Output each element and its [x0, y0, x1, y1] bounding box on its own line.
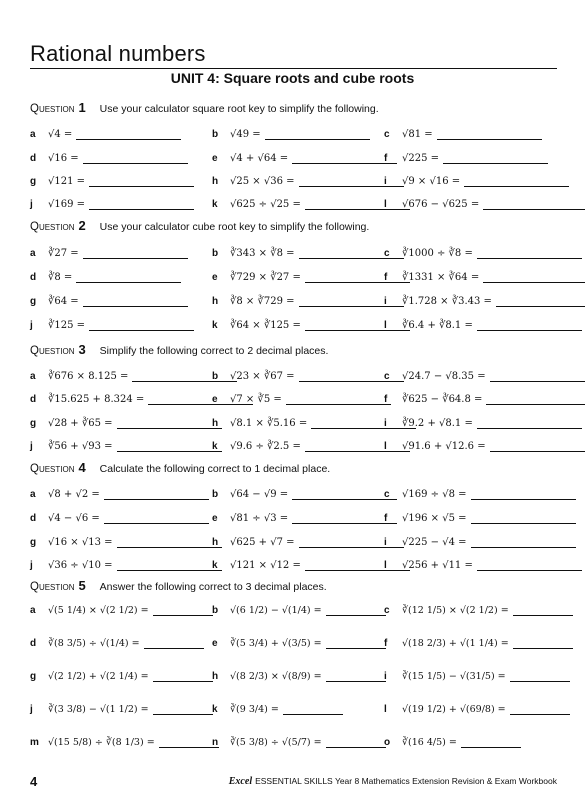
item-letter: e: [212, 152, 218, 164]
item-expression: √4 − √6 =: [48, 512, 100, 524]
item-expression: ∛343 × ∛8 =: [230, 247, 295, 259]
item-expression: ∛64 × ∛125 =: [230, 319, 301, 331]
question-2-item-k: [212, 317, 410, 333]
question-instruction: Simplify the following correct to 2 decimal places.: [99, 345, 329, 357]
answer-blank[interactable]: [83, 247, 188, 259]
answer-blank[interactable]: [83, 152, 188, 164]
question-4-item-d: [30, 510, 209, 526]
answer-blank[interactable]: [76, 128, 181, 140]
question-2-item-g: [30, 293, 188, 309]
answer-blank[interactable]: [496, 295, 585, 307]
question-number: 2: [78, 218, 86, 233]
question-2-item-h: [212, 293, 404, 309]
answer-blank[interactable]: [89, 198, 194, 210]
item-expression: √121 =: [48, 175, 86, 187]
question-2-item-i: [384, 293, 585, 309]
item-expression: √64 − √9 =: [230, 488, 289, 500]
answer-blank[interactable]: [510, 703, 570, 715]
item-expression: √9.6 ÷ ∛2.5 =: [230, 440, 301, 452]
item-letter: f: [384, 393, 388, 405]
answer-blank[interactable]: [265, 128, 370, 140]
item-letter: e: [212, 393, 218, 405]
question-5-item-g: [30, 661, 213, 691]
item-expression: ∛1331 × ∛64 =: [402, 271, 480, 283]
item-expression: ∛(9 3/4) =: [230, 703, 279, 715]
item-letter: h: [212, 670, 219, 682]
question-4-item-j: [30, 557, 222, 573]
question-label: Question: [30, 581, 75, 593]
question-2-item-a: [30, 245, 188, 261]
item-expression: √16 =: [48, 152, 79, 164]
item-letter: d: [30, 637, 37, 649]
item-expression: ∛625 − ∛64.8 =: [402, 393, 483, 405]
question-5-item-j: [30, 694, 213, 724]
question-1-item-b: [212, 126, 370, 142]
item-expression: √81 ÷ √3 =: [230, 512, 289, 524]
item-letter: i: [384, 175, 387, 187]
question-3-item-g: [30, 415, 222, 431]
item-letter: l: [384, 319, 387, 331]
answer-blank[interactable]: [326, 736, 386, 748]
question-5-item-c: [384, 595, 573, 625]
item-letter: j: [30, 440, 33, 452]
item-letter: l: [384, 559, 387, 571]
item-expression: ∛(8 3/5) ÷ √(1/4) =: [48, 637, 140, 649]
question-instruction: Calculate the following correct to 1 decimal place.: [99, 463, 331, 475]
answer-blank[interactable]: [117, 559, 222, 571]
item-expression: √8 + √2 =: [48, 488, 100, 500]
item-letter: j: [30, 319, 33, 331]
brand-logo: Excel: [228, 776, 253, 787]
chapter-rule: [30, 68, 557, 69]
item-expression: ∛125 =: [48, 319, 86, 331]
answer-blank[interactable]: [477, 319, 582, 331]
question-instruction: Use your calculator cube root key to simplify the following.: [99, 221, 370, 233]
answer-blank[interactable]: [83, 295, 188, 307]
item-letter: b: [212, 128, 219, 140]
item-letter: c: [384, 604, 390, 616]
question-1-item-f: [384, 150, 548, 166]
item-letter: b: [212, 370, 219, 382]
item-letter: b: [212, 488, 219, 500]
item-expression: ∛(15 1/5) − √(31/5) =: [402, 670, 506, 682]
question-5-heading: [30, 578, 327, 593]
question-2-item-j: [30, 317, 194, 333]
item-expression: ∛8 =: [48, 271, 73, 283]
answer-blank[interactable]: [153, 670, 213, 682]
item-expression: √(15 5/8) ÷ ∛(8 1/3) =: [48, 736, 155, 748]
answer-blank[interactable]: [471, 536, 576, 548]
item-expression: √28 + ∛65 =: [48, 417, 113, 429]
answer-blank[interactable]: [464, 175, 569, 187]
item-expression: ∛15.625 + 8.324 =: [48, 393, 145, 405]
answer-blank[interactable]: [486, 393, 585, 405]
item-letter: d: [30, 512, 37, 524]
item-expression: ∛1000 ÷ ∛8 =: [402, 247, 473, 259]
item-letter: k: [212, 319, 218, 331]
answer-blank[interactable]: [326, 670, 386, 682]
item-letter: e: [212, 637, 218, 649]
answer-blank[interactable]: [104, 512, 209, 524]
question-number: 5: [78, 578, 86, 593]
question-4-item-a: [30, 486, 209, 502]
question-2-item-d: [30, 269, 181, 285]
item-letter: f: [384, 152, 388, 164]
item-letter: a: [30, 604, 36, 616]
item-letter: j: [30, 198, 33, 210]
question-5-item-a: [30, 595, 213, 625]
question-4-item-g: [30, 534, 222, 550]
item-letter: i: [384, 536, 387, 548]
item-expression: ∛8 × ∛729 =: [230, 295, 295, 307]
item-expression: √4 =: [48, 128, 73, 140]
item-letter: j: [30, 703, 33, 715]
question-5-item-d: [30, 628, 204, 658]
answer-blank[interactable]: [292, 152, 397, 164]
answer-blank[interactable]: [117, 417, 222, 429]
item-letter: k: [212, 703, 218, 715]
question-2-item-c: [384, 245, 582, 261]
item-letter: j: [30, 559, 33, 571]
item-expression: ∛6.4 + ∛8.1 =: [402, 319, 473, 331]
item-expression: √8.1 × ∛5.16 =: [230, 417, 308, 429]
answer-blank[interactable]: [326, 604, 386, 616]
item-expression: ∛27 =: [48, 247, 79, 259]
question-3-item-i: [384, 415, 582, 431]
question-2-item-f: [384, 269, 585, 285]
item-letter: i: [384, 417, 387, 429]
item-expression: √121 × √12 =: [230, 559, 301, 571]
question-4-item-b: [212, 486, 397, 502]
item-letter: a: [30, 370, 36, 382]
item-letter: f: [384, 637, 388, 649]
item-letter: h: [212, 417, 219, 429]
item-letter: g: [30, 670, 37, 682]
question-1-item-l: [384, 196, 585, 212]
item-expression: ∛729 × ∛27 =: [230, 271, 301, 283]
question-4-item-e: [212, 510, 397, 526]
item-letter: g: [30, 295, 37, 307]
answer-blank[interactable]: [443, 152, 548, 164]
question-label: Question: [30, 221, 75, 233]
answer-blank[interactable]: [76, 271, 181, 283]
item-letter: f: [384, 512, 388, 524]
item-expression: √25 × √36 =: [230, 175, 295, 187]
answer-blank[interactable]: [89, 175, 194, 187]
item-letter: a: [30, 247, 36, 259]
question-instruction: Answer the following correct to 3 decimal places.: [99, 581, 327, 593]
item-letter: k: [212, 198, 218, 210]
item-expression: ∛56 + √93 =: [48, 440, 113, 452]
question-5-item-h: [212, 661, 386, 691]
question-5-item-e: [212, 628, 386, 658]
answer-blank[interactable]: [483, 271, 585, 283]
unit-title: UNIT 4: Square roots and cube roots: [170, 70, 415, 86]
item-expression: √23 × ∛67 =: [230, 370, 295, 382]
item-expression: √16 × √13 =: [48, 536, 113, 548]
question-1-item-a: [30, 126, 181, 142]
question-1-item-k: [212, 196, 410, 212]
question-instruction: Use your calculator square root key to simplify the following.: [99, 103, 379, 115]
answer-blank[interactable]: [477, 247, 582, 259]
answer-blank[interactable]: [490, 440, 585, 452]
question-3-item-e: [212, 391, 391, 407]
item-letter: d: [30, 152, 37, 164]
question-3-item-f: [384, 391, 585, 407]
item-expression: √676 − √625 =: [402, 198, 480, 210]
chapter-title: Rational numbers: [30, 41, 206, 66]
question-4-item-k: [212, 557, 410, 573]
item-expression: ∛676 × 8.125 =: [48, 370, 129, 382]
item-letter: c: [384, 128, 390, 140]
answer-blank[interactable]: [104, 488, 209, 500]
item-expression: √(8 2/3) × √(8/9) =: [230, 670, 322, 682]
question-4-item-f: [384, 510, 576, 526]
answer-blank[interactable]: [471, 512, 576, 524]
item-letter: n: [212, 736, 219, 748]
item-letter: c: [384, 488, 390, 500]
answer-blank[interactable]: [490, 370, 585, 382]
question-4-item-c: [384, 486, 576, 502]
item-letter: k: [212, 440, 218, 452]
question-1-item-d: [30, 150, 188, 166]
question-3-item-a: [30, 368, 237, 384]
item-letter: l: [384, 440, 387, 452]
item-expression: √256 + √11 =: [402, 559, 473, 571]
item-letter: h: [212, 175, 219, 187]
item-letter: d: [30, 271, 37, 283]
answer-blank[interactable]: [283, 703, 343, 715]
answer-blank[interactable]: [477, 559, 582, 571]
item-letter: b: [212, 247, 219, 259]
item-expression: √7 × ∛5 =: [230, 393, 282, 405]
question-4-item-l: [384, 557, 582, 573]
item-expression: √(5 1/4) × √(2 1/2) =: [48, 604, 149, 616]
question-label: Question: [30, 103, 75, 115]
answer-blank[interactable]: [513, 637, 573, 649]
item-expression: √169 ÷ √8 =: [402, 488, 467, 500]
answer-blank[interactable]: [153, 703, 213, 715]
item-expression: √625 + √7 =: [230, 536, 295, 548]
question-4-heading: [30, 460, 330, 475]
item-expression: √169 =: [48, 198, 86, 210]
item-expression: √4 + √64 =: [230, 152, 289, 164]
question-5-item-k: [212, 694, 343, 724]
item-letter: g: [30, 417, 37, 429]
item-expression: √24.7 − √8.35 =: [402, 370, 486, 382]
answer-blank[interactable]: [89, 319, 194, 331]
item-expression: √(19 1/2) + √(69/8) =: [402, 703, 506, 715]
question-number: 3: [78, 342, 86, 357]
item-letter: l: [384, 198, 387, 210]
item-expression: ∛(5 3/4) + √(3/5) =: [230, 637, 322, 649]
answer-blank[interactable]: [477, 417, 582, 429]
answer-blank[interactable]: [471, 488, 576, 500]
question-5-item-m: [30, 727, 219, 757]
item-expression: √36 ÷ √10 =: [48, 559, 113, 571]
item-expression: ∛9.2 + √8.1 =: [402, 417, 473, 429]
item-letter: k: [212, 559, 218, 571]
answer-blank[interactable]: [292, 488, 397, 500]
item-letter: g: [30, 175, 37, 187]
question-number: 1: [78, 100, 86, 115]
answer-blank[interactable]: [153, 604, 213, 616]
answer-blank[interactable]: [117, 440, 222, 452]
question-5-item-o: [384, 727, 521, 757]
question-2-item-l: [384, 317, 582, 333]
item-expression: √91.6 + √12.6 =: [402, 440, 486, 452]
item-expression: √625 ÷ √25 =: [230, 198, 301, 210]
item-expression: √(2 1/2) + √(2 1/4) =: [48, 670, 149, 682]
item-expression: √225 =: [402, 152, 440, 164]
answer-blank[interactable]: [159, 736, 219, 748]
item-letter: i: [384, 670, 387, 682]
item-letter: c: [384, 247, 390, 259]
question-3-heading: [30, 342, 328, 357]
answer-blank[interactable]: [437, 128, 542, 140]
answer-blank[interactable]: [117, 536, 222, 548]
answer-blank[interactable]: [326, 637, 386, 649]
answer-blank[interactable]: [483, 198, 585, 210]
question-3-item-b: [212, 368, 404, 384]
question-1-item-e: [212, 150, 397, 166]
item-expression: √49 =: [230, 128, 261, 140]
question-label: Question: [30, 463, 75, 475]
item-letter: h: [212, 295, 219, 307]
question-5-item-n: [212, 727, 386, 757]
question-5-item-b: [212, 595, 386, 625]
question-3-item-j: [30, 438, 222, 454]
question-2-item-b: [212, 245, 404, 261]
question-3-item-l: [384, 438, 585, 454]
book-title-footer: [229, 776, 557, 787]
item-expression: ∛(16 4/5) =: [402, 736, 457, 748]
question-1-item-i: [384, 173, 569, 189]
item-letter: a: [30, 128, 36, 140]
item-letter: a: [30, 488, 36, 500]
answer-blank[interactable]: [286, 393, 391, 405]
item-expression: ∛64 =: [48, 295, 79, 307]
question-2-item-e: [212, 269, 410, 285]
question-5-item-i: [384, 661, 570, 691]
answer-blank[interactable]: [513, 604, 573, 616]
page-number: 4: [30, 774, 38, 789]
answer-blank[interactable]: [292, 512, 397, 524]
item-expression: √(6 1/2) − √(1/4) =: [230, 604, 322, 616]
item-expression: √9 × √16 =: [402, 175, 461, 187]
item-letter: c: [384, 370, 390, 382]
question-5-item-f: [384, 628, 573, 658]
item-letter: o: [384, 736, 391, 748]
item-expression: √225 − √4 =: [402, 536, 467, 548]
question-2-heading: [30, 218, 369, 233]
item-expression: ∛(3 3/8) − √(1 1/2) =: [48, 703, 149, 715]
question-4-item-h: [212, 534, 404, 550]
question-label: Question: [30, 345, 75, 357]
item-expression: ∛(12 1/5) × √(2 1/2) =: [402, 604, 509, 616]
item-expression: √(18 2/3) + √(1 1/4) =: [402, 637, 509, 649]
question-1-item-c: [384, 126, 542, 142]
answer-blank[interactable]: [510, 670, 570, 682]
question-3-item-k: [212, 438, 410, 454]
item-letter: m: [30, 736, 39, 748]
item-letter: i: [384, 295, 387, 307]
answer-blank[interactable]: [144, 637, 204, 649]
item-letter: l: [384, 703, 387, 715]
question-3-item-c: [384, 368, 585, 384]
item-letter: h: [212, 536, 219, 548]
answer-blank[interactable]: [461, 736, 521, 748]
item-expression: ∛(5 3/8) ÷ √(5/7) =: [230, 736, 322, 748]
question-5-item-l: [384, 694, 570, 724]
item-letter: d: [30, 393, 37, 405]
item-letter: b: [212, 604, 219, 616]
question-1-heading: [30, 100, 379, 115]
question-1-item-j: [30, 196, 194, 212]
item-expression: √196 × √5 =: [402, 512, 467, 524]
question-4-item-i: [384, 534, 576, 550]
item-letter: e: [212, 271, 218, 283]
item-letter: e: [212, 512, 218, 524]
item-letter: f: [384, 271, 388, 283]
question-number: 4: [78, 460, 86, 475]
item-expression: ∛1.728 × ∛3.43 =: [402, 295, 492, 307]
item-letter: g: [30, 536, 37, 548]
item-expression: √81 =: [402, 128, 433, 140]
question-1-item-g: [30, 173, 194, 189]
question-1-item-h: [212, 173, 404, 189]
book-title: ESSENTIAL SKILLS Year 8 Mathematics Extension Revision & Exam Workbook: [255, 776, 557, 786]
